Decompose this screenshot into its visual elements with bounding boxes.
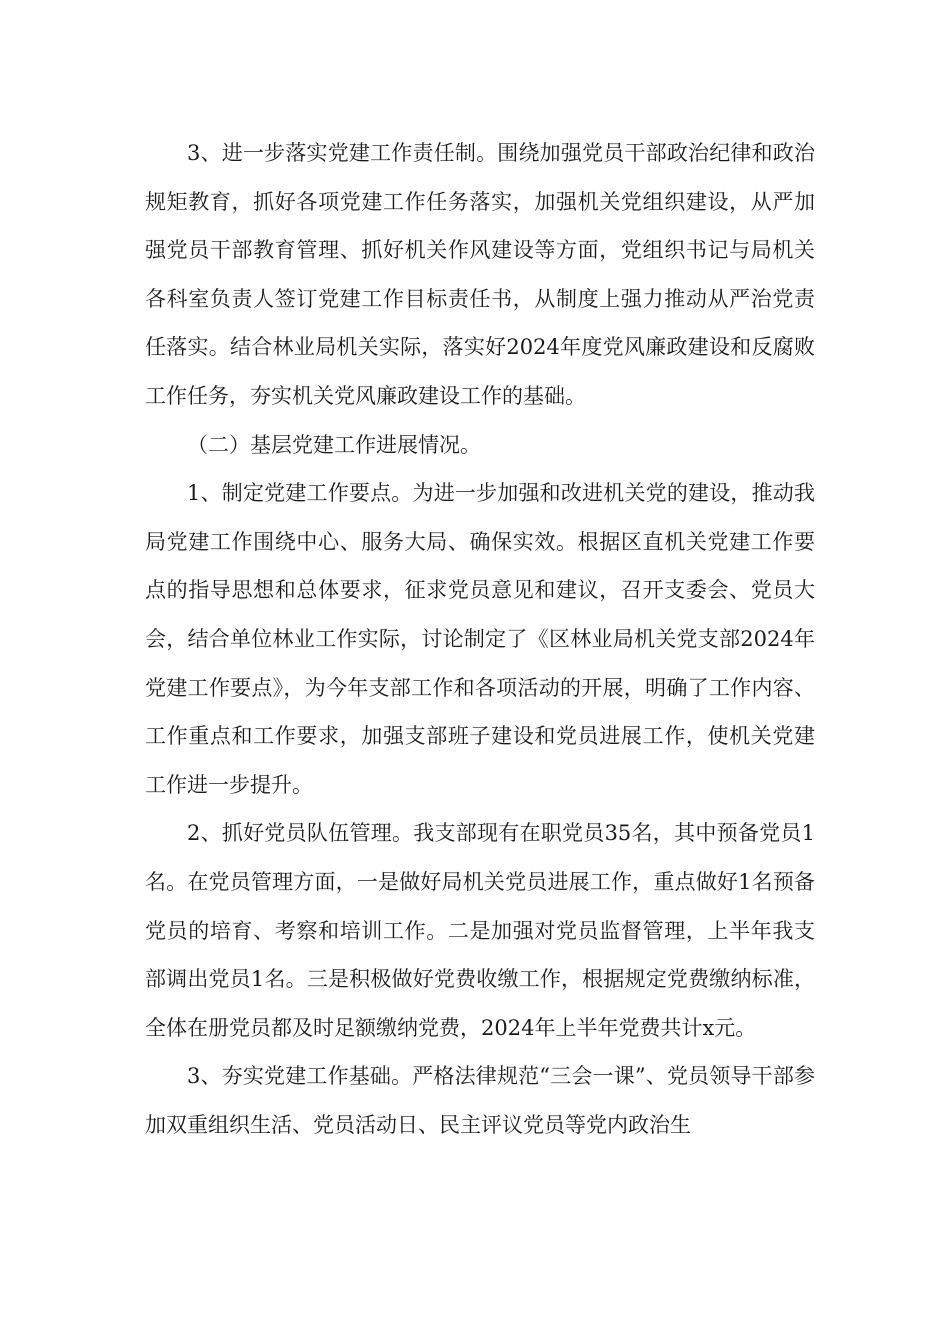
section-heading-grassroots: （二）基层党建工作进展情况。 xyxy=(187,432,481,457)
paragraph-foundation: 3、夯实党建工作基础。严格法律规范“三会一课”、党员领导干部参加双重组织生活、党员活动日、民主评议党员等党内政治生 xyxy=(145,1064,815,1137)
document-body xyxy=(145,129,815,1149)
paragraph-responsibility-system: 3、进一步落实党建工作责任制。围绕加强党员干部政治纪律和政治规矩教育，抓好各项党建工作任务落实，加强机关党组织建设，从严加强党员干部教育管理、抓好机关作风建设等方面，党组织书记与局机关各科室负责人签订党建工作目标责任书，从制度上强力推动从严治党责任落实。结合林业局机关实际，落实好2024年度党风廉政建设和反腐败工作任务，夯实机关党风廉政建设工作的基础。 xyxy=(145,141,815,408)
paragraph-member-management: 2、抓好党员队伍管理。我支部现有在职党员35名，其中预备党员1名。在党员管理方面，一是做好局机关党员进展工作，重点做好1名预备党员的培育、考察和培训工作。二是加强对党员监督管理，上半年我支部调出党员1名。三是积极做好党费收缴工作，根据规定党费缴纳标准，全体在册党员都及时足额缴纳党费，2024年上半年党费共计x元。 xyxy=(145,821,815,1040)
paragraph-work-points: 1、制定党建工作要点。为进一步加强和改进机关党的建设，推动我局党建工作围绕中心、服务大局、确保实效。根据区直机关党建工作要点的指导思想和总体要求，征求党员意见和建议，召开支委会、党员大会，结合单位林业工作实际，讨论制定了《区林业局机关党支部2024年党建工作要点》，为今年支部工作和各项活动的开展，明确了工作内容、工作重点和工作要求，加强支部班子建设和党员进展工作，使机关党建工作进一步提升。 xyxy=(145,481,815,797)
